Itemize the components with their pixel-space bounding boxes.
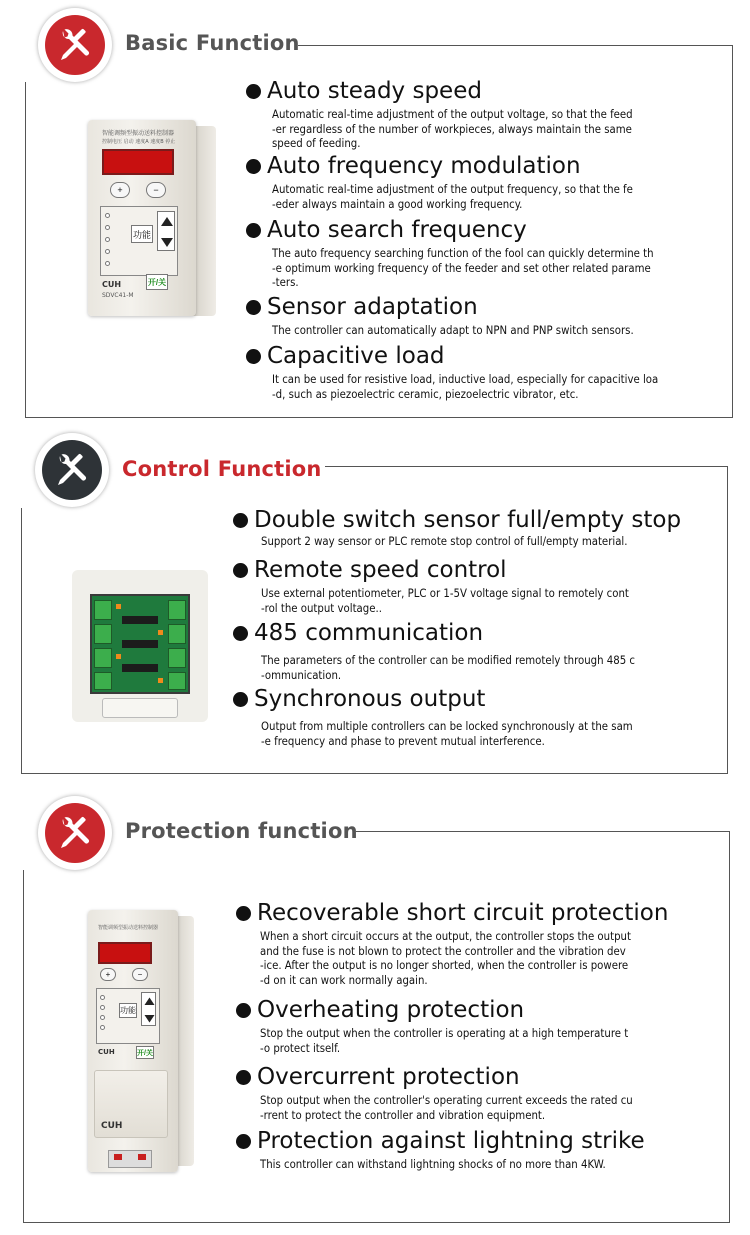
- terminal-block: [168, 600, 186, 620]
- indicator-dot: [100, 995, 105, 1000]
- badge-circle: [45, 15, 105, 75]
- feature-item: [233, 620, 723, 683]
- feature-heading: Double switch sensor full/empty stop: [254, 507, 682, 533]
- model-label: SDVC41-M: [102, 292, 134, 299]
- indicator-panel: [96, 988, 160, 1044]
- section-badge: [35, 433, 109, 507]
- pcb-board: [90, 594, 190, 694]
- bullet-icon: [236, 906, 251, 921]
- bullet-icon: [246, 349, 261, 364]
- feature-description: This controller can withstand lightning shocks of no more than 4KW.: [260, 1158, 606, 1171]
- up-down-arrow-icon: [142, 993, 157, 1027]
- section-title: Basic Function: [125, 31, 300, 55]
- feature-heading: Overcurrent protection: [257, 1064, 520, 1090]
- bullet-icon: [233, 563, 248, 578]
- section-badge: [38, 8, 112, 82]
- feature-description: Output from multiple controllers can be locked synchronously at the sam -e frequency and phase to prevent mutual interference.: [261, 720, 633, 748]
- feature-item: [233, 557, 723, 616]
- ic-chip: [122, 616, 158, 624]
- feature-heading: Auto frequency modulation: [267, 153, 581, 179]
- feature-heading: 485 communication: [254, 620, 484, 646]
- terminal-block: [168, 672, 186, 690]
- frame-left-cover: [22, 826, 25, 870]
- ic-chip: [122, 640, 158, 648]
- device-header-text: 智能调频型振动送料控制器: [98, 925, 159, 931]
- indicator-dot: [105, 261, 110, 266]
- device-cover: [94, 1070, 168, 1138]
- bullet-icon: [246, 223, 261, 238]
- device-row-label: 停止: [165, 139, 176, 145]
- indicator-dot: [105, 225, 110, 230]
- section-badge: [38, 796, 112, 870]
- feature-heading: Recoverable short circuit protection: [257, 900, 669, 926]
- controller-with-cover-image: [88, 910, 198, 1176]
- section-title: Protection function: [125, 819, 358, 843]
- terminal-block: [94, 648, 112, 668]
- jumper: [116, 604, 121, 609]
- bullet-icon: [236, 1003, 251, 1018]
- bullet-icon: [236, 1134, 251, 1149]
- feature-item: [246, 78, 726, 152]
- device-row-label: 速度B: [150, 139, 164, 145]
- onoff-button: 开/关: [146, 274, 168, 290]
- device-row-label: 速度A: [135, 139, 149, 145]
- feature-heading: Capacitive load: [267, 343, 445, 369]
- arrow-pad: [141, 992, 156, 1026]
- led-display: [102, 149, 174, 175]
- function-button: 功能: [131, 225, 153, 243]
- up-down-arrow-icon: [158, 212, 176, 252]
- indicator-dot: [105, 237, 110, 242]
- wrench-screwdriver-icon: [55, 813, 95, 853]
- terminal-block: [168, 648, 186, 668]
- feature-item: [236, 1064, 726, 1123]
- feature-heading: Overheating protection: [257, 997, 525, 1023]
- bullet-icon: [246, 159, 261, 174]
- voltage-minus-button: −: [132, 968, 148, 981]
- section-title: Control Function: [122, 457, 322, 481]
- terminal-pin: [138, 1154, 146, 1160]
- feature-item: [246, 294, 726, 339]
- feature-item: [236, 1128, 726, 1173]
- feature-description: Stop the output when the controller is operating at a high temperature t -o protect itself.: [260, 1027, 629, 1055]
- frame-left-cover: [24, 40, 27, 82]
- feature-item: [246, 217, 726, 291]
- pcb-hinge: [102, 698, 178, 718]
- device-front: [88, 910, 178, 1172]
- feature-item: [246, 343, 726, 402]
- voltage-minus-button: −: [146, 182, 166, 198]
- feature-heading: Sensor adaptation: [267, 294, 478, 320]
- jumper: [158, 678, 163, 683]
- bullet-icon: [233, 626, 248, 641]
- terminal-block: [168, 624, 186, 644]
- bullet-icon: [246, 84, 261, 99]
- device-row-label: 控制电压: [102, 139, 123, 145]
- terminal-pin: [114, 1154, 122, 1160]
- pcb-image: [72, 570, 208, 722]
- voltage-plus-button: +: [110, 182, 130, 198]
- ic-chip: [122, 664, 158, 672]
- device-row-labels: [102, 138, 175, 145]
- feature-description: Stop output when the controller's operating current exceeds the rated cu -rrent to protect the controller and vibration equipment.: [260, 1094, 633, 1122]
- wrench-screwdriver-icon: [52, 450, 92, 490]
- frame-left-cover: [20, 460, 23, 508]
- indicator-dot: [100, 1005, 105, 1010]
- feature-heading: Protection against lightning strike: [257, 1128, 645, 1154]
- brand-logo: CUH: [98, 1048, 115, 1056]
- device-row-label: 启动: [123, 139, 134, 145]
- feature-description: Automatic real-time adjustment of the output frequency, so that the fe -eder always maintain a good working frequency.: [272, 183, 633, 211]
- led-display: [98, 942, 152, 964]
- terminal-block: [94, 672, 112, 690]
- feature-description: Automatic real-time adjustment of the output voltage, so that the feed -er regardless of the number of workpieces, always maintain the same speed of feeding.: [272, 108, 633, 150]
- terminal-block: [94, 624, 112, 644]
- indicator-dot: [105, 249, 110, 254]
- jumper: [158, 630, 163, 635]
- feature-description: The auto frequency searching function of the fool can quickly determine th -e optimum working frequency of the feeder and set other related parame -ters.: [272, 247, 654, 289]
- brand-logo: CUH: [102, 280, 122, 289]
- feature-heading: Auto steady speed: [267, 78, 482, 104]
- feature-item: [236, 997, 726, 1056]
- controller-image: [88, 120, 218, 316]
- cover-brand-logo: CUH: [101, 1121, 123, 1131]
- jumper: [116, 654, 121, 659]
- bullet-icon: [246, 300, 261, 315]
- section-control-function: [0, 430, 750, 780]
- feature-description: When a short circuit occurs at the output, the controller stops the output and the fuse is not blown to protect the controller and the vibration dev -ice. After the output is no longer shorted, when the controller is powere -d on it can work normally again.: [260, 930, 631, 987]
- device-header-text: 智能调频型振动送料控制器: [102, 130, 175, 137]
- feature-item: [233, 507, 723, 550]
- arrow-pad: [157, 211, 175, 251]
- badge-circle: [42, 440, 102, 500]
- feature-description: The parameters of the controller can be modified remotely through 485 c -ommunication.: [261, 654, 636, 682]
- feature-heading: Auto search frequency: [267, 217, 527, 243]
- section-protection-function: [0, 790, 750, 1230]
- device-front: [88, 120, 196, 316]
- indicator-panel: [100, 206, 178, 276]
- feature-description: Use external potentiometer, PLC or 1-5V voltage signal to remotely cont -rol the output voltage..: [261, 587, 629, 615]
- onoff-button: 开/关: [136, 1046, 154, 1059]
- feature-heading: Remote speed control: [254, 557, 507, 583]
- badge-circle: [45, 803, 105, 863]
- indicator-dot: [100, 1025, 105, 1030]
- bullet-icon: [233, 692, 248, 707]
- indicator-dot: [105, 213, 110, 218]
- bullet-icon: [236, 1070, 251, 1085]
- feature-description: Support 2 way sensor or PLC remote stop control of full/empty material.: [261, 535, 628, 548]
- indicator-dot: [100, 1015, 105, 1020]
- section-basic-function: [0, 0, 750, 420]
- bullet-icon: [233, 513, 248, 528]
- feature-item: [246, 153, 726, 212]
- function-button: 功能: [119, 1003, 137, 1018]
- feature-item: [236, 900, 726, 988]
- feature-description: It can be used for resistive load, inductive load, especially for capacitive loa -d, such as piezoelectric ceramic, piezoelectric vibrator, etc.: [272, 373, 659, 401]
- terminal-block: [94, 600, 112, 620]
- wrench-screwdriver-icon: [55, 25, 95, 65]
- feature-heading: Synchronous output: [254, 686, 486, 712]
- feature-item: [233, 686, 723, 749]
- feature-description: The controller can automatically adapt to NPN and PNP switch sensors.: [272, 324, 634, 337]
- voltage-plus-button: +: [100, 968, 116, 981]
